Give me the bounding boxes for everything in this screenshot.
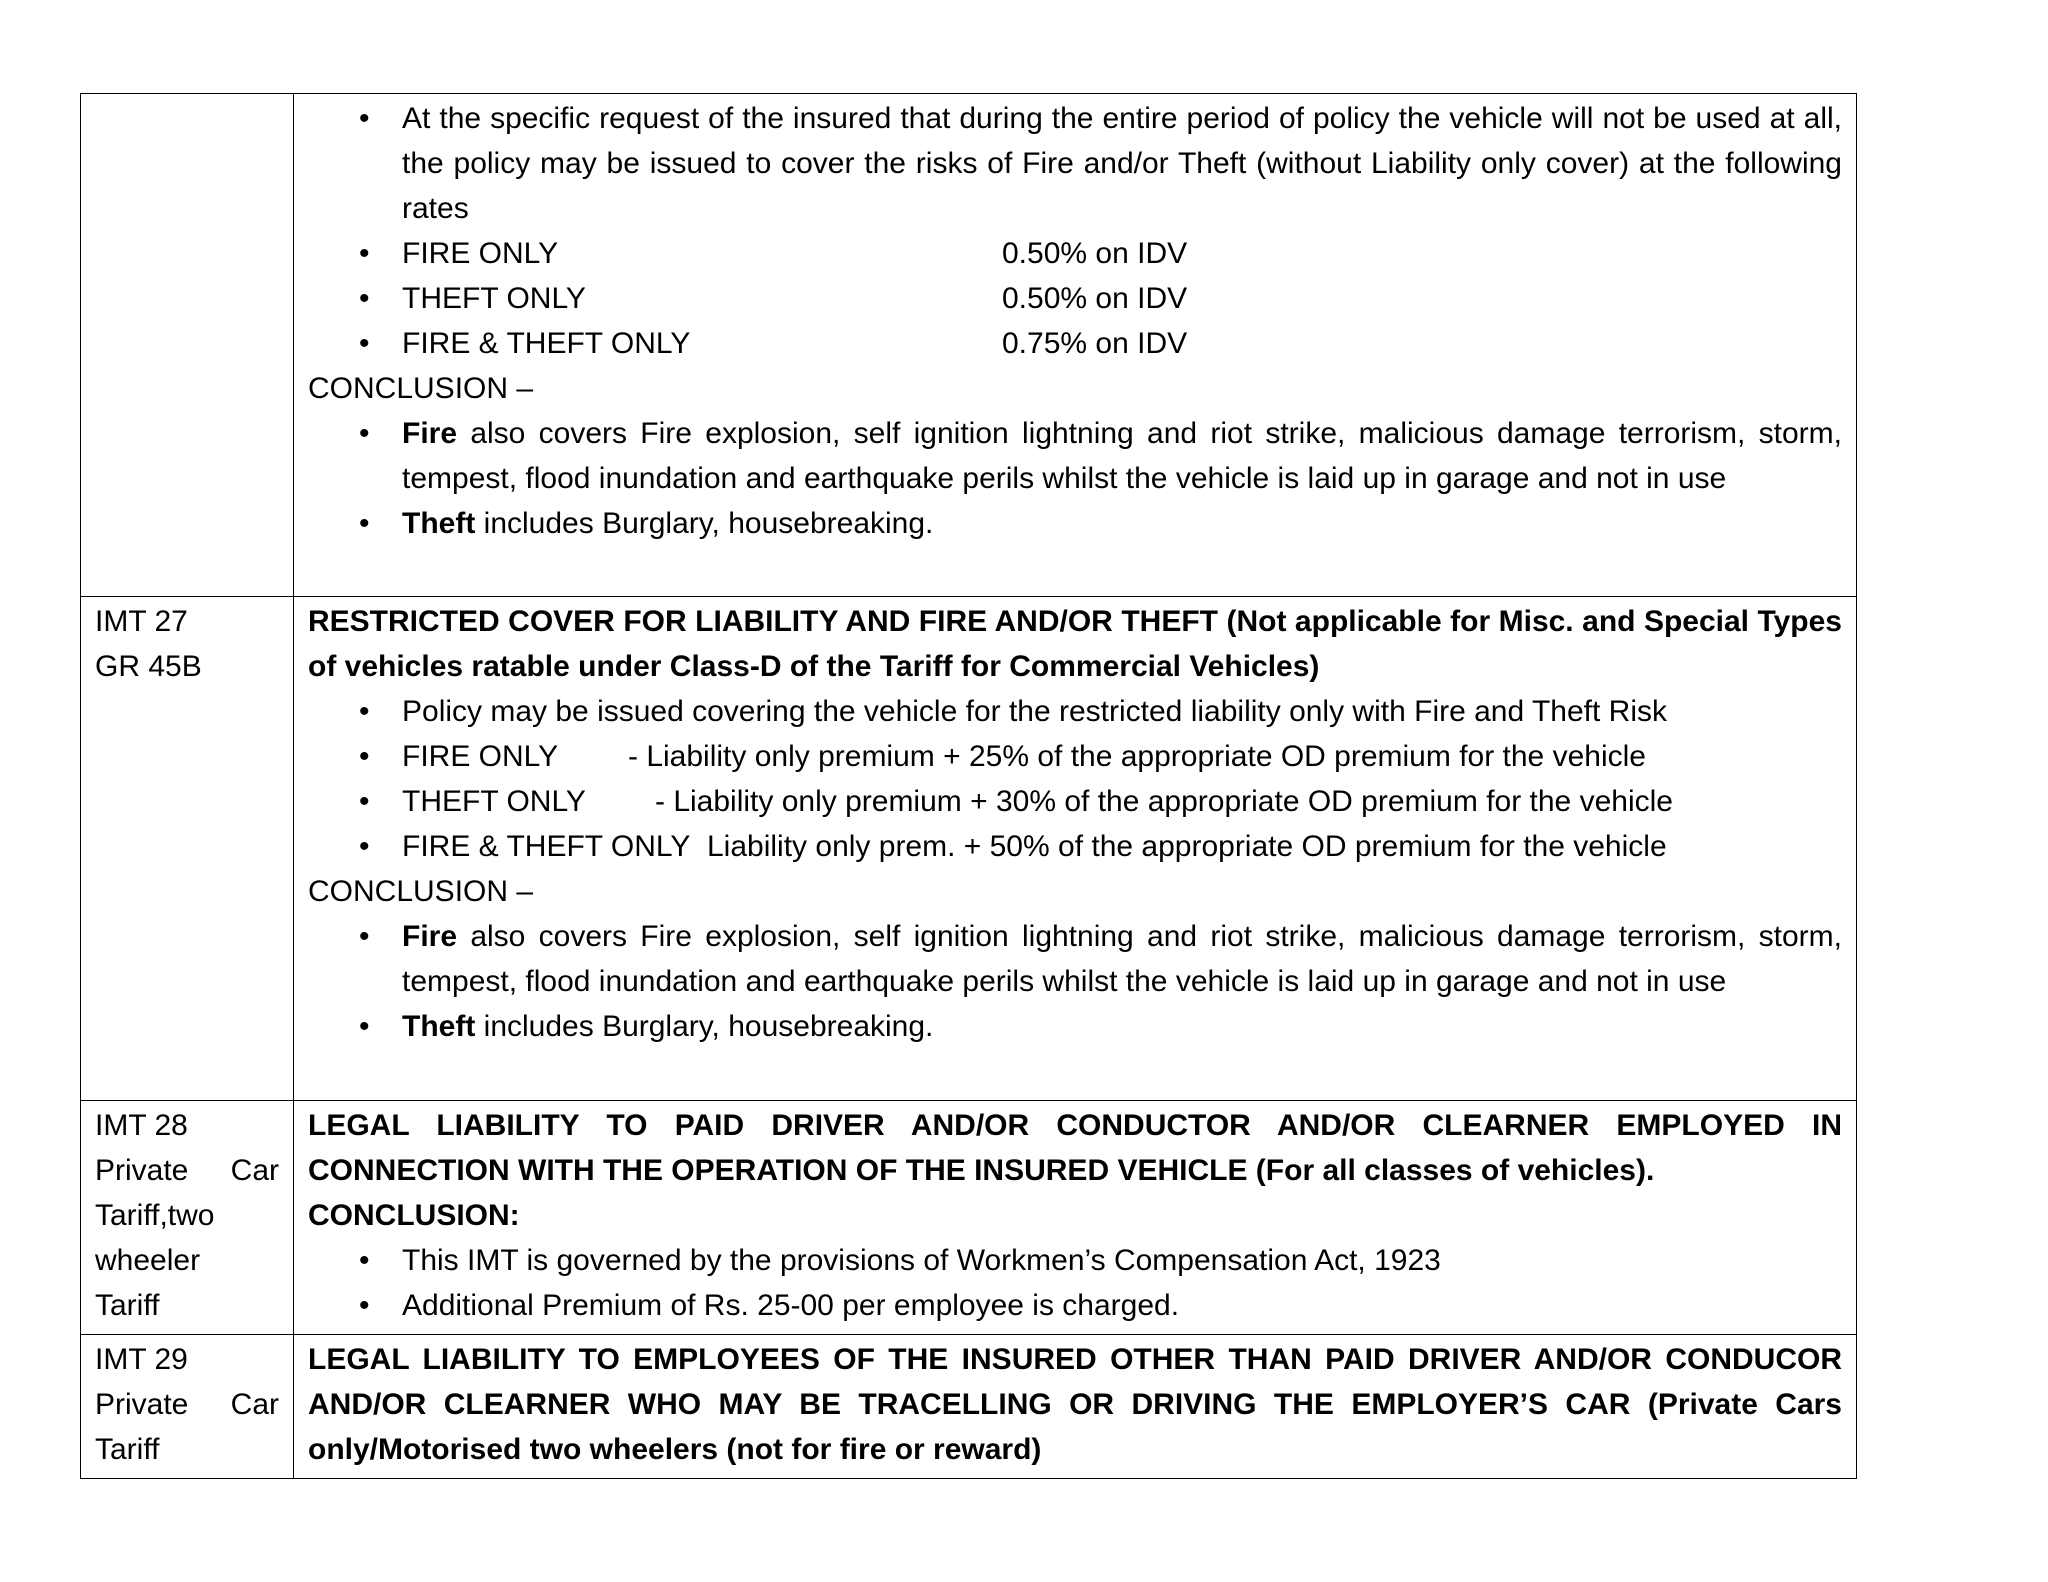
list-item <box>308 411 1842 501</box>
section-heading: LEGAL LIABILITY TO PAID DRIVER AND/OR CONDUCTOR AND/OR CLEARNER EMPLOYED IN CONNECTION WITH THE OPERATION OF THE INSURED VEHICLE (For all classes of vehicles). <box>308 1109 1842 1187</box>
imt-ref: wheeler <box>95 1244 201 1277</box>
option-value: - Liability only premium + 25% of the appropriate OD premium for the vehicle <box>628 740 1646 773</box>
item-text: includes Burglary, housebreaking. <box>475 1010 934 1043</box>
table-row <box>81 1101 1857 1335</box>
table-row <box>81 94 1857 597</box>
conclusion-label: CONCLUSION – <box>308 372 534 405</box>
imt-ref: Tariff,two <box>95 1199 215 1232</box>
bullet-list <box>308 914 1842 1049</box>
rate-label: FIRE & THEFT ONLY <box>402 327 691 360</box>
imt-ref: Private Car <box>95 1388 279 1421</box>
list-item <box>308 824 1842 869</box>
bold-term: Fire <box>402 417 458 450</box>
rate-value: 0.50% on IDV <box>1002 237 1188 270</box>
imt-ref: Tariff <box>95 1433 160 1466</box>
list-item <box>308 231 1842 276</box>
right-cell <box>294 597 1857 1101</box>
imt-ref: Tariff <box>95 1289 160 1322</box>
imt-ref: Private Car <box>95 1154 279 1187</box>
right-cell <box>294 1101 1857 1335</box>
list-item <box>308 914 1842 1004</box>
imt-code: IMT 27 <box>95 605 188 638</box>
rate-label: THEFT ONLY <box>402 282 586 315</box>
imt-table <box>80 93 1857 1479</box>
item-text: also covers Fire explosion, self ignition lightning and riot strike, malicious damage terrorism, storm, tempest, flood inundation and earthquake perils whilst the vehicle is laid up in garage and not in use <box>402 417 1842 495</box>
bold-term: Theft <box>402 507 476 540</box>
option-value: Liability only prem. + 50% of the appropriate OD premium for the vehicle <box>707 830 1667 863</box>
option-value: - Liability only premium + 30% of the appropriate OD premium for the vehicle <box>655 785 1673 818</box>
imt-ref: GR 45B <box>95 650 202 683</box>
item-text: also covers Fire explosion, self ignition lightning and riot strike, malicious damage terrorism, storm, tempest, flood inundation and earthquake perils whilst the vehicle is laid up in garage and not in use <box>402 920 1842 998</box>
list-item <box>308 276 1842 321</box>
option-label: FIRE & THEFT ONLY <box>402 830 691 863</box>
left-cell <box>81 1101 294 1335</box>
list-item <box>308 321 1842 366</box>
right-cell <box>294 94 1857 597</box>
rate-label: FIRE ONLY <box>402 237 559 270</box>
bullet-list <box>308 411 1842 546</box>
list-item <box>308 734 1842 779</box>
right-cell <box>294 1335 1857 1479</box>
bold-term: Fire <box>402 920 458 953</box>
list-item <box>308 1004 1842 1049</box>
option-label: THEFT ONLY <box>402 785 586 818</box>
conclusion-label: CONCLUSION – <box>308 875 534 908</box>
table-row <box>81 597 1857 1101</box>
list-item <box>308 779 1842 824</box>
list-item: • At the specific request of the insured that during the entire period of policy the vehicle will not be used at all, the policy may be issued to cover the risks of Fire and/or Theft (without Liability only cover) at the following rates <box>308 96 1842 231</box>
list-item: • Additional Premium of Rs. 25-00 per employee is charged. <box>308 1283 1842 1328</box>
section-heading: RESTRICTED COVER FOR LIABILITY AND FIRE AND/OR THEFT (Not applicable for Misc. and Special Types of vehicles ratable under Class-D of the Tariff for Commercial Vehicles) <box>308 605 1842 683</box>
left-cell <box>81 1335 294 1479</box>
bullet-list <box>308 96 1842 366</box>
left-cell <box>81 597 294 1101</box>
list-item: • This IMT is governed by the provisions of Workmen’s Compensation Act, 1923 <box>308 1238 1842 1283</box>
rate-value: 0.75% on IDV <box>1002 327 1188 360</box>
rate-value: 0.50% on IDV <box>1002 282 1188 315</box>
item-text: includes Burglary, housebreaking. <box>475 507 934 540</box>
bullet-list <box>308 1238 1842 1328</box>
imt-code: IMT 28 <box>95 1109 188 1142</box>
option-label: FIRE ONLY <box>402 740 559 773</box>
left-cell-empty <box>81 94 294 597</box>
bold-term: Theft <box>402 1010 476 1043</box>
bullet-list <box>308 689 1842 869</box>
conclusion-label: CONCLUSION: <box>308 1199 520 1232</box>
imt-code: IMT 29 <box>95 1343 188 1376</box>
list-item: • Policy may be issued covering the vehicle for the restricted liability only with Fire and Theft Risk <box>308 689 1842 734</box>
table-row <box>81 1335 1857 1479</box>
section-heading: LEGAL LIABILITY TO EMPLOYEES OF THE INSURED OTHER THAN PAID DRIVER AND/OR CONDUCOR AND/OR CLEARNER WHO MAY BE TRACELLING OR DRIVING THE EMPLOYER’S CAR (Private Cars only/Motorised two wheelers (not for fire or reward) <box>308 1343 1842 1466</box>
list-item <box>308 501 1842 546</box>
